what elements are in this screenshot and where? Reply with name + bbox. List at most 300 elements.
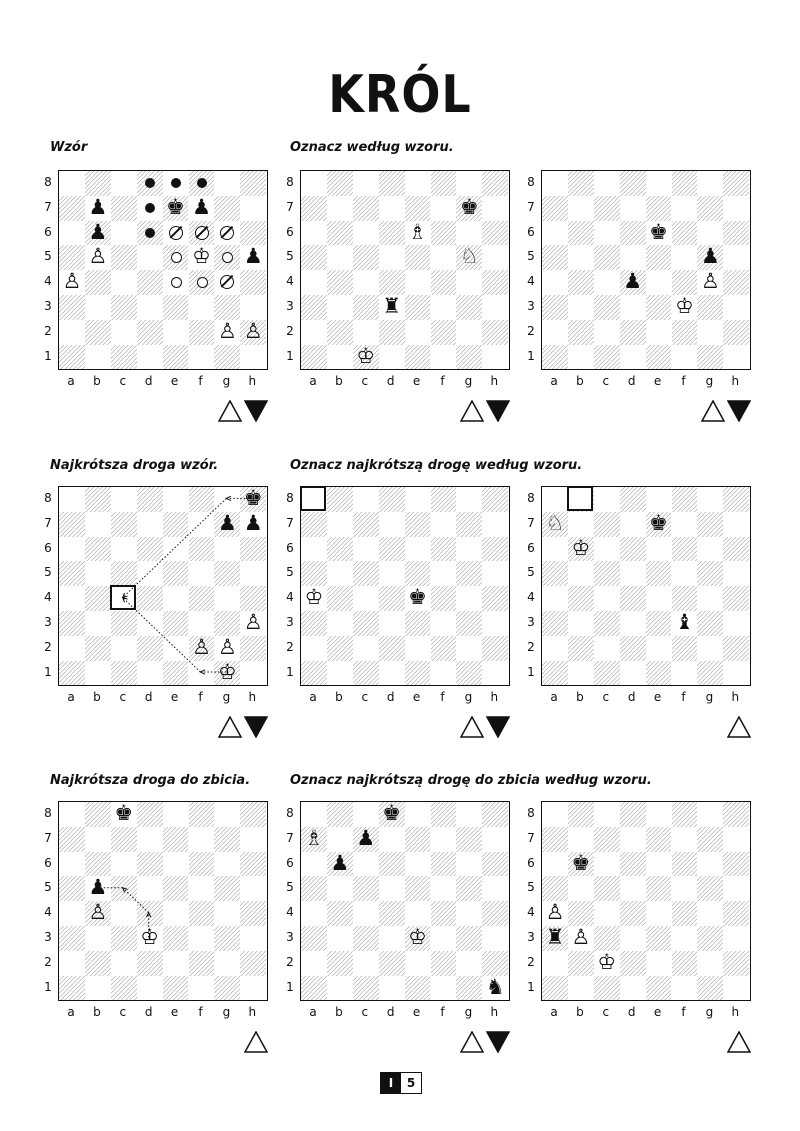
board-square[interactable] bbox=[482, 611, 508, 636]
board-square[interactable] bbox=[568, 196, 594, 221]
board-square[interactable] bbox=[379, 901, 405, 926]
board-square[interactable] bbox=[431, 487, 457, 512]
board-square[interactable] bbox=[672, 951, 698, 976]
board-square[interactable] bbox=[379, 926, 405, 951]
board-square[interactable] bbox=[568, 171, 594, 196]
board-square[interactable] bbox=[542, 802, 568, 827]
board-square[interactable] bbox=[723, 611, 749, 636]
board-square[interactable] bbox=[594, 827, 620, 852]
board-square[interactable] bbox=[672, 537, 698, 562]
board-square[interactable] bbox=[431, 951, 457, 976]
pawn-black-icon[interactable]: ♟ bbox=[88, 219, 108, 244]
board-square[interactable] bbox=[620, 951, 646, 976]
board-square[interactable] bbox=[353, 611, 379, 636]
board-square[interactable] bbox=[85, 171, 111, 196]
board-square[interactable] bbox=[327, 876, 353, 901]
board-square[interactable] bbox=[594, 295, 620, 320]
board-square[interactable] bbox=[301, 561, 327, 586]
board-square[interactable] bbox=[327, 976, 353, 1001]
board-square[interactable] bbox=[456, 661, 482, 686]
pawn-white-icon[interactable]: ♙ bbox=[243, 318, 263, 343]
king-black-icon[interactable]: ♚ bbox=[459, 194, 479, 219]
board-square[interactable] bbox=[379, 611, 405, 636]
pawn-white-icon[interactable]: ♙ bbox=[88, 244, 108, 269]
board-square[interactable] bbox=[405, 512, 431, 537]
board-square[interactable] bbox=[482, 245, 508, 270]
board-square[interactable] bbox=[456, 827, 482, 852]
king-white-icon[interactable]: ♔ bbox=[597, 949, 617, 974]
board-square[interactable] bbox=[405, 245, 431, 270]
board-square[interactable] bbox=[327, 221, 353, 246]
king-white-icon[interactable]: ♔ bbox=[571, 535, 591, 560]
board-square[interactable] bbox=[697, 171, 723, 196]
board-square[interactable] bbox=[594, 661, 620, 686]
board-square[interactable] bbox=[646, 901, 672, 926]
board-square[interactable] bbox=[723, 852, 749, 877]
board-square[interactable] bbox=[646, 320, 672, 345]
board-square[interactable] bbox=[405, 487, 431, 512]
board-square[interactable] bbox=[214, 171, 240, 196]
board-square[interactable] bbox=[163, 345, 189, 370]
board-square[interactable] bbox=[646, 295, 672, 320]
board-square[interactable] bbox=[542, 537, 568, 562]
board-square[interactable] bbox=[723, 196, 749, 221]
board-square[interactable] bbox=[568, 661, 594, 686]
pawn-white-icon[interactable]: ♙ bbox=[62, 269, 82, 294]
board-square[interactable] bbox=[542, 295, 568, 320]
board-square[interactable] bbox=[672, 926, 698, 951]
board-square[interactable] bbox=[456, 852, 482, 877]
king-black-icon[interactable]: ♚ bbox=[649, 219, 668, 244]
pawn-white-icon[interactable]: ♙ bbox=[571, 925, 591, 949]
board-square[interactable] bbox=[568, 245, 594, 270]
board-square[interactable] bbox=[542, 661, 568, 686]
board-square[interactable] bbox=[697, 512, 723, 537]
board-square[interactable] bbox=[379, 876, 405, 901]
board-square[interactable] bbox=[542, 852, 568, 877]
board-square[interactable] bbox=[568, 221, 594, 246]
board-square[interactable] bbox=[431, 827, 457, 852]
board-square[interactable] bbox=[697, 802, 723, 827]
board-square[interactable] bbox=[240, 221, 266, 246]
bishop-white-icon[interactable]: ♗ bbox=[304, 825, 324, 850]
board-square[interactable] bbox=[672, 245, 698, 270]
board-square[interactable] bbox=[594, 561, 620, 586]
board-square[interactable] bbox=[353, 951, 379, 976]
board-square[interactable] bbox=[672, 876, 698, 901]
board-square[interactable] bbox=[697, 586, 723, 611]
board-square[interactable] bbox=[456, 802, 482, 827]
board-square[interactable] bbox=[431, 561, 457, 586]
board-square[interactable] bbox=[85, 345, 111, 370]
board-square[interactable] bbox=[353, 270, 379, 295]
king-black-icon[interactable]: ♚ bbox=[571, 850, 591, 875]
board-square[interactable] bbox=[431, 320, 457, 345]
king-white-icon[interactable]: ♔ bbox=[217, 659, 237, 684]
board-square[interactable] bbox=[301, 537, 327, 562]
board-square[interactable] bbox=[111, 345, 137, 370]
board-square[interactable] bbox=[482, 586, 508, 611]
pawn-white-icon[interactable]: ♙ bbox=[545, 900, 565, 925]
board-square[interactable] bbox=[353, 487, 379, 512]
board-square[interactable] bbox=[379, 561, 405, 586]
board-square[interactable] bbox=[59, 196, 85, 221]
board-square[interactable] bbox=[542, 561, 568, 586]
board-square[interactable] bbox=[431, 537, 457, 562]
board-square[interactable] bbox=[568, 270, 594, 295]
board-square[interactable] bbox=[456, 636, 482, 661]
board-square[interactable] bbox=[379, 537, 405, 562]
board-square[interactable] bbox=[111, 270, 137, 295]
board-square[interactable] bbox=[594, 512, 620, 537]
board-square[interactable] bbox=[568, 802, 594, 827]
board-square[interactable] bbox=[723, 976, 749, 1001]
board-square[interactable] bbox=[301, 512, 327, 537]
board-square[interactable] bbox=[482, 345, 508, 370]
board-square[interactable] bbox=[482, 512, 508, 537]
board-square[interactable] bbox=[646, 196, 672, 221]
board-square[interactable] bbox=[542, 876, 568, 901]
board-square[interactable] bbox=[594, 976, 620, 1001]
board-square[interactable] bbox=[620, 487, 646, 512]
board-square[interactable] bbox=[301, 245, 327, 270]
board-square[interactable] bbox=[85, 270, 111, 295]
board-square[interactable] bbox=[456, 221, 482, 246]
board-square[interactable] bbox=[379, 852, 405, 877]
board-square[interactable] bbox=[379, 636, 405, 661]
board-square[interactable] bbox=[456, 561, 482, 586]
board-square[interactable] bbox=[542, 171, 568, 196]
board-square[interactable] bbox=[568, 512, 594, 537]
pawn-white-icon[interactable]: ♙ bbox=[243, 610, 263, 634]
board-square[interactable] bbox=[568, 320, 594, 345]
board-square[interactable] bbox=[723, 487, 749, 512]
board-square[interactable] bbox=[431, 636, 457, 661]
board-square[interactable] bbox=[568, 295, 594, 320]
board-square[interactable] bbox=[327, 245, 353, 270]
board-square[interactable] bbox=[672, 636, 698, 661]
board-square[interactable] bbox=[379, 171, 405, 196]
board-square[interactable] bbox=[59, 295, 85, 320]
board-square[interactable] bbox=[646, 636, 672, 661]
board-square[interactable] bbox=[594, 537, 620, 562]
board-square[interactable] bbox=[568, 611, 594, 636]
pawn-black-icon[interactable]: ♟ bbox=[243, 510, 263, 535]
board-square[interactable] bbox=[111, 320, 137, 345]
board-square[interactable] bbox=[620, 661, 646, 686]
board-square[interactable] bbox=[240, 345, 266, 370]
board-square[interactable] bbox=[697, 320, 723, 345]
board-square[interactable] bbox=[301, 661, 327, 686]
board-square[interactable] bbox=[353, 636, 379, 661]
board-square[interactable] bbox=[482, 270, 508, 295]
board-square[interactable] bbox=[59, 345, 85, 370]
board-square[interactable] bbox=[111, 171, 137, 196]
board-square[interactable] bbox=[59, 245, 85, 270]
board-square[interactable] bbox=[431, 926, 457, 951]
board-square[interactable] bbox=[137, 245, 163, 270]
board-square[interactable] bbox=[456, 926, 482, 951]
knight-white-icon[interactable]: ♘ bbox=[459, 244, 479, 269]
board-square[interactable] bbox=[327, 537, 353, 562]
board-square[interactable] bbox=[646, 611, 672, 636]
board-square[interactable] bbox=[482, 876, 508, 901]
board-square[interactable] bbox=[431, 802, 457, 827]
board-square[interactable] bbox=[542, 196, 568, 221]
board-square[interactable] bbox=[697, 196, 723, 221]
board-square[interactable] bbox=[723, 586, 749, 611]
board-square[interactable] bbox=[163, 295, 189, 320]
board-square[interactable] bbox=[353, 926, 379, 951]
board-square[interactable] bbox=[542, 586, 568, 611]
target-square-frame[interactable] bbox=[567, 486, 593, 511]
board-square[interactable] bbox=[353, 512, 379, 537]
board-square[interactable] bbox=[353, 320, 379, 345]
board-square[interactable] bbox=[482, 221, 508, 246]
board-square[interactable] bbox=[723, 320, 749, 345]
board-square[interactable] bbox=[620, 802, 646, 827]
pawn-white-icon[interactable]: ♙ bbox=[217, 634, 237, 659]
board-square[interactable] bbox=[620, 345, 646, 370]
board-square[interactable] bbox=[697, 537, 723, 562]
board-square[interactable] bbox=[301, 802, 327, 827]
board-square[interactable] bbox=[456, 295, 482, 320]
board-square[interactable] bbox=[723, 876, 749, 901]
board-square[interactable] bbox=[327, 196, 353, 221]
board-square[interactable] bbox=[353, 295, 379, 320]
board-square[interactable] bbox=[723, 926, 749, 951]
board-square[interactable] bbox=[697, 221, 723, 246]
board-square[interactable] bbox=[594, 852, 620, 877]
board-square[interactable] bbox=[405, 976, 431, 1001]
board-square[interactable] bbox=[353, 901, 379, 926]
rook-black-icon[interactable]: ♜ bbox=[545, 925, 565, 949]
board-square[interactable] bbox=[697, 852, 723, 877]
board-square[interactable] bbox=[482, 661, 508, 686]
board-square[interactable] bbox=[482, 827, 508, 852]
board-square[interactable] bbox=[353, 586, 379, 611]
board-square[interactable] bbox=[620, 171, 646, 196]
board-square[interactable] bbox=[379, 487, 405, 512]
board-square[interactable] bbox=[482, 561, 508, 586]
board-square[interactable] bbox=[327, 171, 353, 196]
board-square[interactable] bbox=[456, 611, 482, 636]
king-white-icon[interactable]: ♔ bbox=[408, 925, 427, 949]
board-square[interactable] bbox=[353, 661, 379, 686]
board-square[interactable] bbox=[301, 976, 327, 1001]
board-square[interactable] bbox=[620, 561, 646, 586]
board-square[interactable] bbox=[646, 487, 672, 512]
board-square[interactable] bbox=[568, 876, 594, 901]
board-square[interactable] bbox=[482, 295, 508, 320]
board-square[interactable] bbox=[379, 270, 405, 295]
king-white-icon[interactable]: ♔ bbox=[304, 585, 324, 610]
board-square[interactable] bbox=[405, 295, 431, 320]
board-square[interactable] bbox=[327, 295, 353, 320]
board-square[interactable] bbox=[594, 802, 620, 827]
board-square[interactable] bbox=[431, 901, 457, 926]
board-square[interactable] bbox=[431, 852, 457, 877]
board-square[interactable] bbox=[431, 611, 457, 636]
board-square[interactable] bbox=[482, 901, 508, 926]
board-square[interactable] bbox=[353, 196, 379, 221]
board-square[interactable] bbox=[189, 320, 215, 345]
board-square[interactable] bbox=[379, 951, 405, 976]
board-square[interactable] bbox=[542, 245, 568, 270]
board-square[interactable] bbox=[594, 245, 620, 270]
board-square[interactable] bbox=[620, 221, 646, 246]
board-square[interactable] bbox=[353, 221, 379, 246]
board-square[interactable] bbox=[353, 171, 379, 196]
board-square[interactable] bbox=[405, 171, 431, 196]
board-square[interactable] bbox=[594, 487, 620, 512]
board-square[interactable] bbox=[431, 345, 457, 370]
board-square[interactable] bbox=[697, 901, 723, 926]
board-square[interactable] bbox=[431, 196, 457, 221]
board-square[interactable] bbox=[301, 611, 327, 636]
board-square[interactable] bbox=[697, 295, 723, 320]
board-square[interactable] bbox=[405, 827, 431, 852]
board-square[interactable] bbox=[646, 345, 672, 370]
pawn-black-icon[interactable]: ♟ bbox=[700, 244, 720, 269]
king-white-icon[interactable]: ♔ bbox=[356, 343, 376, 368]
board-square[interactable] bbox=[482, 171, 508, 196]
knight-black-icon[interactable]: ♞ bbox=[485, 974, 505, 999]
board-square[interactable] bbox=[301, 221, 327, 246]
board-square[interactable] bbox=[672, 561, 698, 586]
king-white-icon[interactable]: ♔ bbox=[192, 244, 211, 269]
board-square[interactable] bbox=[405, 537, 431, 562]
board-square[interactable] bbox=[379, 196, 405, 221]
board-square[interactable] bbox=[327, 901, 353, 926]
board-square[interactable] bbox=[723, 636, 749, 661]
board-square[interactable] bbox=[327, 320, 353, 345]
board-square[interactable] bbox=[697, 926, 723, 951]
board-square[interactable] bbox=[723, 561, 749, 586]
board-square[interactable] bbox=[620, 827, 646, 852]
board-square[interactable] bbox=[672, 976, 698, 1001]
board-square[interactable] bbox=[137, 345, 163, 370]
board-square[interactable] bbox=[672, 586, 698, 611]
board-square[interactable] bbox=[482, 951, 508, 976]
board-square[interactable] bbox=[646, 852, 672, 877]
board-square[interactable] bbox=[189, 345, 215, 370]
board-square[interactable] bbox=[456, 320, 482, 345]
board-square[interactable] bbox=[301, 270, 327, 295]
board-square[interactable] bbox=[568, 901, 594, 926]
board-square[interactable] bbox=[542, 345, 568, 370]
board-square[interactable] bbox=[456, 171, 482, 196]
board-square[interactable] bbox=[405, 561, 431, 586]
knight-white-icon[interactable]: ♘ bbox=[545, 510, 565, 535]
board-square[interactable] bbox=[431, 270, 457, 295]
board-square[interactable] bbox=[327, 270, 353, 295]
board-square[interactable] bbox=[482, 196, 508, 221]
board-square[interactable] bbox=[301, 951, 327, 976]
board-square[interactable] bbox=[353, 537, 379, 562]
pawn-black-icon[interactable]: ♟ bbox=[217, 510, 237, 535]
board-square[interactable] bbox=[723, 295, 749, 320]
board-square[interactable] bbox=[111, 245, 137, 270]
board-square[interactable] bbox=[301, 171, 327, 196]
board-square[interactable] bbox=[379, 320, 405, 345]
board-square[interactable] bbox=[646, 586, 672, 611]
board-square[interactable] bbox=[672, 270, 698, 295]
board-square[interactable] bbox=[620, 320, 646, 345]
board-square[interactable] bbox=[620, 901, 646, 926]
board-square[interactable] bbox=[697, 611, 723, 636]
board-square[interactable] bbox=[542, 487, 568, 512]
pawn-white-icon[interactable]: ♙ bbox=[217, 318, 237, 343]
pawn-black-icon[interactable]: ♟ bbox=[88, 194, 108, 219]
board-square[interactable] bbox=[482, 852, 508, 877]
board-square[interactable] bbox=[456, 487, 482, 512]
board-square[interactable] bbox=[456, 270, 482, 295]
board-square[interactable] bbox=[672, 661, 698, 686]
board-square[interactable] bbox=[620, 586, 646, 611]
bishop-black-icon[interactable]: ♝ bbox=[675, 610, 694, 634]
board-square[interactable] bbox=[542, 320, 568, 345]
board-square[interactable] bbox=[301, 196, 327, 221]
board-square[interactable] bbox=[137, 295, 163, 320]
board-square[interactable] bbox=[327, 636, 353, 661]
board-square[interactable] bbox=[594, 611, 620, 636]
board-square[interactable] bbox=[189, 295, 215, 320]
board-square[interactable] bbox=[646, 245, 672, 270]
board-square[interactable] bbox=[405, 802, 431, 827]
board-square[interactable] bbox=[405, 876, 431, 901]
board-square[interactable] bbox=[327, 827, 353, 852]
board-square[interactable] bbox=[301, 345, 327, 370]
board-square[interactable] bbox=[723, 951, 749, 976]
board-square[interactable] bbox=[327, 611, 353, 636]
pawn-black-icon[interactable]: ♟ bbox=[356, 825, 376, 850]
board-square[interactable] bbox=[723, 270, 749, 295]
board-square[interactable] bbox=[646, 802, 672, 827]
board-square[interactable] bbox=[301, 852, 327, 877]
king-black-icon[interactable]: ♚ bbox=[114, 801, 134, 825]
board-square[interactable] bbox=[353, 852, 379, 877]
board-square[interactable] bbox=[620, 512, 646, 537]
board-square[interactable] bbox=[594, 171, 620, 196]
pawn-black-icon[interactable]: ♟ bbox=[88, 875, 108, 900]
board-square[interactable] bbox=[594, 221, 620, 246]
board-square[interactable] bbox=[542, 951, 568, 976]
board-square[interactable] bbox=[568, 561, 594, 586]
board-square[interactable] bbox=[301, 320, 327, 345]
board-square[interactable] bbox=[456, 345, 482, 370]
board-square[interactable] bbox=[405, 320, 431, 345]
board-square[interactable] bbox=[405, 345, 431, 370]
board-square[interactable] bbox=[568, 345, 594, 370]
board-square[interactable] bbox=[327, 561, 353, 586]
rook-black-icon[interactable]: ♜ bbox=[382, 294, 402, 318]
board-square[interactable] bbox=[456, 512, 482, 537]
board-square[interactable] bbox=[594, 320, 620, 345]
board-square[interactable] bbox=[379, 221, 405, 246]
board-square[interactable] bbox=[723, 171, 749, 196]
board-square[interactable] bbox=[646, 951, 672, 976]
board-square[interactable] bbox=[482, 320, 508, 345]
board-square[interactable] bbox=[672, 320, 698, 345]
board-square[interactable] bbox=[405, 636, 431, 661]
board-square[interactable] bbox=[353, 561, 379, 586]
board-square[interactable] bbox=[672, 171, 698, 196]
board-square[interactable] bbox=[111, 295, 137, 320]
board-square[interactable] bbox=[594, 270, 620, 295]
board-square[interactable] bbox=[646, 561, 672, 586]
pawn-black-icon[interactable]: ♟ bbox=[243, 244, 263, 269]
